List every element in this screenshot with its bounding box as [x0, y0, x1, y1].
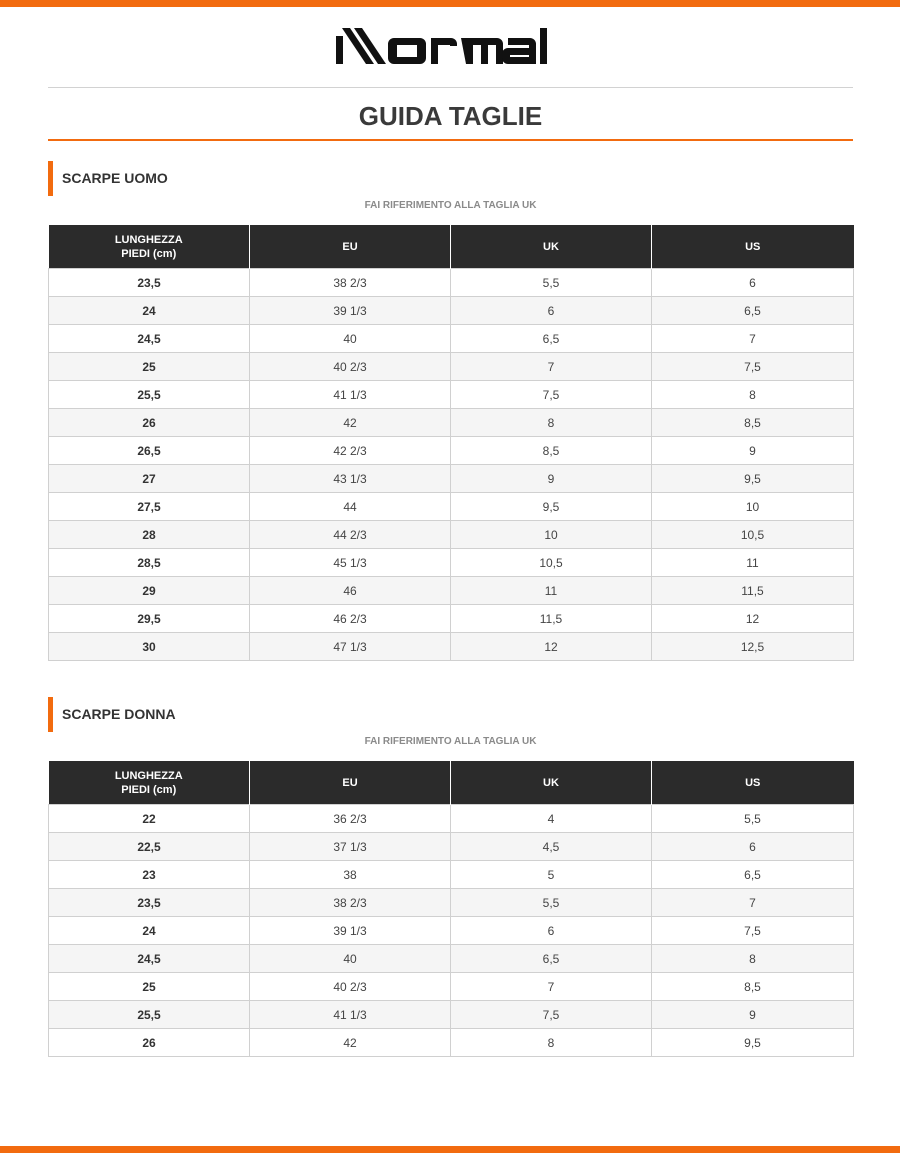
- cell-us-size: 6: [652, 833, 854, 861]
- header-divider: [48, 87, 853, 88]
- cell-us-size: 7,5: [652, 353, 854, 381]
- cell-us-size: 12: [652, 605, 854, 633]
- section-note: FAI RIFERIMENTO ALLA TAGLIA UK: [364, 200, 537, 211]
- cell-uk-size: 6: [451, 917, 652, 945]
- cell-uk-size: 9: [451, 465, 652, 493]
- table-row: [49, 1029, 854, 1057]
- cell-us-size: 8: [652, 381, 854, 409]
- size-table-women: [48, 761, 854, 1057]
- cell-eu-size: 44: [250, 493, 451, 521]
- table-header-row: [49, 761, 854, 805]
- column-header-length-line2: PIEDI (cm): [121, 783, 177, 796]
- cell-us-size: 7,5: [652, 917, 854, 945]
- cell-foot-length: 26: [49, 1029, 250, 1057]
- cell-us-size: 7: [652, 325, 854, 353]
- cell-eu-size: 43 1/3: [250, 465, 451, 493]
- page-title: GUIDA TAGLIE: [358, 101, 543, 131]
- table-row: [49, 945, 854, 973]
- cell-us-size: 9,5: [652, 465, 854, 493]
- column-header-length: [49, 761, 250, 805]
- table-header-row: [49, 225, 854, 269]
- section-title: SCARPE UOMO: [62, 170, 168, 186]
- cell-foot-length: 29,5: [49, 605, 250, 633]
- cell-eu-size: 41 1/3: [250, 381, 451, 409]
- cell-foot-length: 28,5: [49, 549, 250, 577]
- cell-eu-size: 42 2/3: [250, 437, 451, 465]
- cell-us-size: 12,5: [652, 633, 854, 661]
- table-row: [49, 805, 854, 833]
- cell-uk-size: 6,5: [451, 325, 652, 353]
- cell-foot-length: 23,5: [49, 269, 250, 297]
- section-accent-bar: [48, 161, 53, 196]
- table-row: [49, 409, 854, 437]
- column-header-us: US: [652, 761, 854, 805]
- cell-us-size: 6,5: [652, 861, 854, 889]
- table-row: [49, 521, 854, 549]
- cell-foot-length: 22: [49, 805, 250, 833]
- table-row: [49, 833, 854, 861]
- cell-foot-length: 25,5: [49, 1001, 250, 1029]
- cell-uk-size: 5,5: [451, 269, 652, 297]
- title-underline: [48, 139, 853, 141]
- cell-us-size: 7: [652, 889, 854, 917]
- cell-foot-length: 26: [49, 409, 250, 437]
- table-row: [49, 577, 854, 605]
- cell-uk-size: 8,5: [451, 437, 652, 465]
- cell-eu-size: 46: [250, 577, 451, 605]
- table-row: [49, 1001, 854, 1029]
- cell-eu-size: 47 1/3: [250, 633, 451, 661]
- cell-eu-size: 36 2/3: [250, 805, 451, 833]
- cell-uk-size: 7,5: [451, 1001, 652, 1029]
- table-row: [49, 861, 854, 889]
- cell-foot-length: 30: [49, 633, 250, 661]
- table-row: [49, 381, 854, 409]
- table-row: [49, 605, 854, 633]
- cell-eu-size: 45 1/3: [250, 549, 451, 577]
- section-title: SCARPE DONNA: [62, 706, 176, 722]
- cell-eu-size: 39 1/3: [250, 297, 451, 325]
- cell-eu-size: 40: [250, 325, 451, 353]
- cell-uk-size: 12: [451, 633, 652, 661]
- cell-us-size: 8: [652, 945, 854, 973]
- table-row: [49, 325, 854, 353]
- column-header-uk: UK: [451, 761, 652, 805]
- cell-foot-length: 23,5: [49, 889, 250, 917]
- cell-foot-length: 27: [49, 465, 250, 493]
- bottom-accent-bar: [0, 1146, 900, 1153]
- cell-eu-size: 44 2/3: [250, 521, 451, 549]
- cell-eu-size: 41 1/3: [250, 1001, 451, 1029]
- table-row: [49, 493, 854, 521]
- cell-eu-size: 39 1/3: [250, 917, 451, 945]
- cell-us-size: 9: [652, 437, 854, 465]
- table-row: [49, 353, 854, 381]
- section-note: FAI RIFERIMENTO ALLA TAGLIA UK: [364, 736, 537, 747]
- cell-us-size: 10,5: [652, 521, 854, 549]
- section-accent-bar: [48, 697, 53, 732]
- section-heading-women: [48, 697, 853, 732]
- column-header-eu: EU: [250, 761, 451, 805]
- cell-foot-length: 27,5: [49, 493, 250, 521]
- table-row: [49, 465, 854, 493]
- column-header-length: [49, 225, 250, 269]
- cell-foot-length: 25: [49, 353, 250, 381]
- cell-foot-length: 24: [49, 917, 250, 945]
- top-accent-bar: [0, 0, 900, 7]
- table-row: [49, 297, 854, 325]
- cell-uk-size: 5: [451, 861, 652, 889]
- cell-us-size: 8,5: [652, 973, 854, 1001]
- cell-foot-length: 26,5: [49, 437, 250, 465]
- cell-uk-size: 10: [451, 521, 652, 549]
- cell-uk-size: 11: [451, 577, 652, 605]
- cell-us-size: 8,5: [652, 409, 854, 437]
- cell-foot-length: 24,5: [49, 325, 250, 353]
- cell-uk-size: 7: [451, 973, 652, 1001]
- cell-foot-length: 28: [49, 521, 250, 549]
- cell-uk-size: 4: [451, 805, 652, 833]
- cell-foot-length: 22,5: [49, 833, 250, 861]
- cell-us-size: 10: [652, 493, 854, 521]
- column-header-length-line1: LUNGHEZZA: [114, 769, 183, 782]
- table-row: [49, 973, 854, 1001]
- cell-uk-size: 6,5: [451, 945, 652, 973]
- cell-eu-size: 38: [250, 861, 451, 889]
- cell-eu-size: 38 2/3: [250, 269, 451, 297]
- section-heading-men: [48, 161, 853, 196]
- cell-uk-size: 5,5: [451, 889, 652, 917]
- cell-eu-size: 40 2/3: [250, 353, 451, 381]
- cell-eu-size: 37 1/3: [250, 833, 451, 861]
- cell-uk-size: 8: [451, 409, 652, 437]
- cell-foot-length: 25: [49, 973, 250, 1001]
- cell-uk-size: 7: [451, 353, 652, 381]
- cell-uk-size: 6: [451, 297, 652, 325]
- nnormal-logo: [334, 24, 568, 68]
- cell-foot-length: 24: [49, 297, 250, 325]
- cell-uk-size: 9,5: [451, 493, 652, 521]
- cell-us-size: 9: [652, 1001, 854, 1029]
- cell-foot-length: 29: [49, 577, 250, 605]
- cell-uk-size: 8: [451, 1029, 652, 1057]
- cell-eu-size: 38 2/3: [250, 889, 451, 917]
- size-table-men: [48, 225, 854, 661]
- cell-eu-size: 42: [250, 1029, 451, 1057]
- cell-us-size: 9,5: [652, 1029, 854, 1057]
- column-header-length-line1: LUNGHEZZA: [114, 233, 183, 246]
- cell-foot-length: 24,5: [49, 945, 250, 973]
- cell-eu-size: 42: [250, 409, 451, 437]
- cell-uk-size: 7,5: [451, 381, 652, 409]
- cell-uk-size: 11,5: [451, 605, 652, 633]
- column-header-eu: EU: [250, 225, 451, 269]
- cell-us-size: 11,5: [652, 577, 854, 605]
- cell-eu-size: 40: [250, 945, 451, 973]
- cell-us-size: 11: [652, 549, 854, 577]
- table-row: [49, 549, 854, 577]
- cell-us-size: 5,5: [652, 805, 854, 833]
- cell-us-size: 6,5: [652, 297, 854, 325]
- table-row: [49, 633, 854, 661]
- column-header-length-line2: PIEDI (cm): [121, 247, 177, 260]
- cell-us-size: 6: [652, 269, 854, 297]
- cell-uk-size: 10,5: [451, 549, 652, 577]
- table-row: [49, 437, 854, 465]
- cell-uk-size: 4,5: [451, 833, 652, 861]
- column-header-uk: UK: [451, 225, 652, 269]
- cell-foot-length: 23: [49, 861, 250, 889]
- table-row: [49, 889, 854, 917]
- cell-eu-size: 40 2/3: [250, 973, 451, 1001]
- cell-foot-length: 25,5: [49, 381, 250, 409]
- column-header-us: US: [652, 225, 854, 269]
- table-row: [49, 269, 854, 297]
- cell-eu-size: 46 2/3: [250, 605, 451, 633]
- table-row: [49, 917, 854, 945]
